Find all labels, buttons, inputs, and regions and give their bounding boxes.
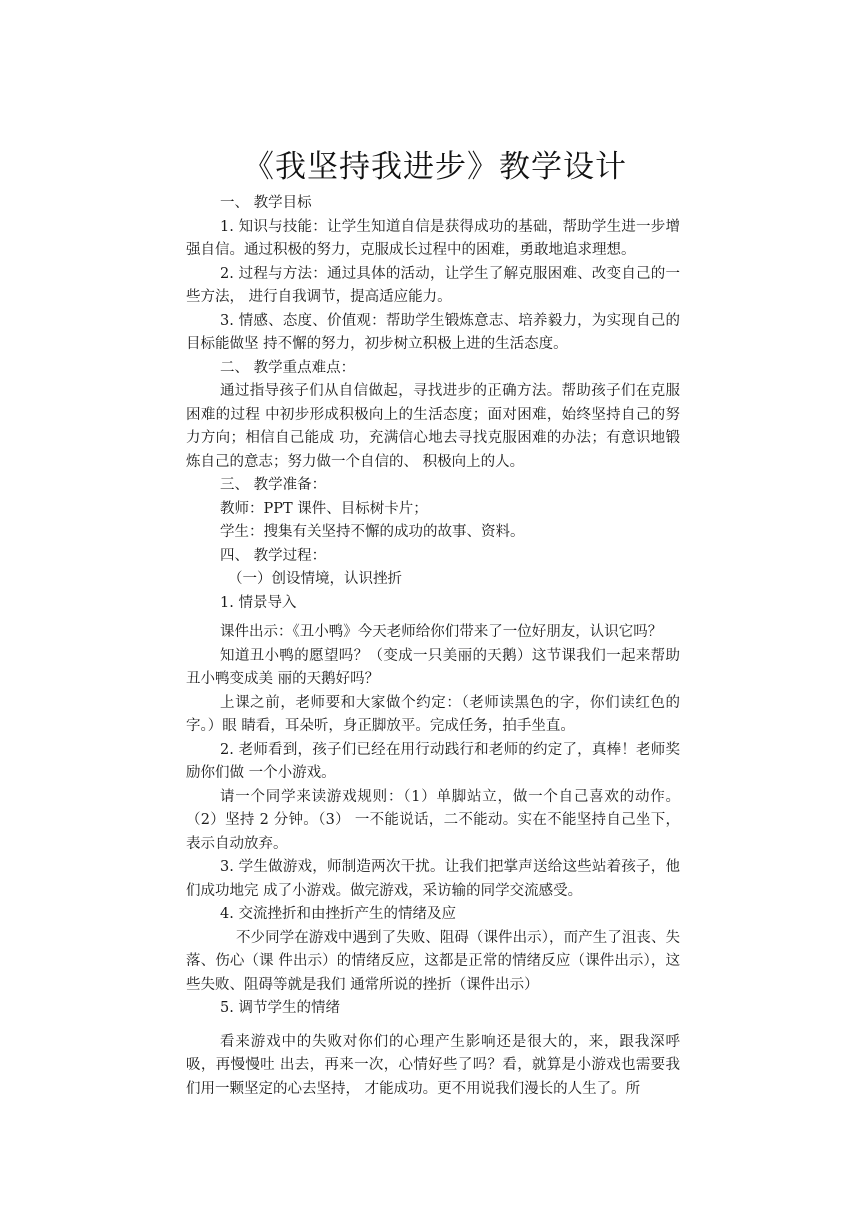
process-intro-3: 上课之前，老师要和大家做个约定：（老师读黑色的字，你们读红色的字。）眼 睛看，耳朵听，身正脚放平。完成任务，拍手坐直。: [186, 694, 680, 734]
section-heading-preparation: 三、 教学准备：: [220, 477, 327, 493]
section-heading-process: 四、 教学过程：: [220, 547, 327, 564]
document-body: [186, 192, 680, 1101]
process-intro-1: 课件出示：《丑小鸭》今天老师给你们带来了一位好朋友，认识它吗？: [220, 624, 663, 640]
goal-emotion: 3. 情感、态度、价值观：帮助学生锻炼意志、培养毅力，为实现自己的目标能做坚 持不懈的努力，初步树立积极上进的生活态度。: [186, 312, 680, 352]
process-intro-2: 知道丑小鸭的愿望吗？（变成一只美丽的天鹅）这节课我们一起来帮助丑小鸭变成美 丽的天鹅好吗？: [186, 647, 680, 687]
key-points-text: 通过指导孩子们从自信做起，寻找进步的正确方法。帮助孩子们在克服困难的过程 中初步形成积极向上的生活态度；面对困难，始终坚持自己的努力方向；相信自己能成 功，充满信心地去寻找克服困难的办法；有意识地锻炼自己的意志；努力做一个自信的、 积极向上的人。: [186, 383, 680, 470]
section-heading-key-points: 二、 教学重点难点：: [220, 359, 356, 376]
process-step5-text: 看来游戏中的失败对你们的心理产生影响还是很大的，来，跟我深呼吸，再慢慢吐 出去，再来一次，心情好些了吗？看，就算是小游戏也需要我们用一颗坚定的心去坚持， 才能成功。更不用说我们漫长的人生了。所: [186, 1033, 680, 1097]
preparation-teacher: 教师：PPT 课件、目标树卡片；: [220, 500, 428, 517]
process-step3: 3. 学生做游戏，师制造两次干扰。让我们把掌声送给这些站着孩子，他们成功地完 成了小游戏。做完游戏，采访输的同学交流感受。: [186, 859, 680, 899]
goal-process: 2. 过程与方法：通过具体的活动，让学生了解克服困难、改变自己的一些方法， 进行自我调节，提高适应能力。: [186, 265, 680, 305]
process-step4-heading: 4. 交流挫折和由挫折产生的情绪及应: [220, 906, 456, 922]
preparation-student: 学生：搜集有关坚持不懈的成功的故事、资料。: [220, 524, 525, 540]
process-step4-text: 不少同学在游戏中遇到了失败、阻碍（课件出示），而产生了沮丧、失落、伤心（课 件出示）的情绪反应，这都是正常的情绪反应（课件出示），这些失败、阻碍等就是我们 通常所说的挫折（课件出示）: [186, 929, 680, 993]
document-title: 《我坚持我进步》教学设计: [243, 149, 627, 185]
process-part1-heading: （一）创设情境，认识挫折: [228, 571, 402, 587]
section-heading-goals: 一、 教学目标: [220, 195, 312, 211]
goal-knowledge: 1. 知识与技能：让学生知道自信是获得成功的基础，帮助学生进一步增强自信。通过积极的努力，克服成长过程中的困难，勇敢地追求理想。: [186, 218, 680, 258]
process-game-rules: 请一个同学来读游戏规则：（1）单脚站立，做一个自己喜欢的动作。（2）坚持 2 分钟。（3） 一不能说话，二不能动。实在不能坚持自己坐下，表示自动放弃。: [186, 788, 680, 852]
process-step5-heading: 5. 调节学生的情绪: [220, 1000, 340, 1016]
process-step2: 2. 老师看到，孩子们已经在用行动践行和老师的约定了，真棒！老师奖励你们做 一个小游戏。: [186, 741, 680, 781]
process-step1-heading: 1. 情景导入: [220, 594, 297, 611]
